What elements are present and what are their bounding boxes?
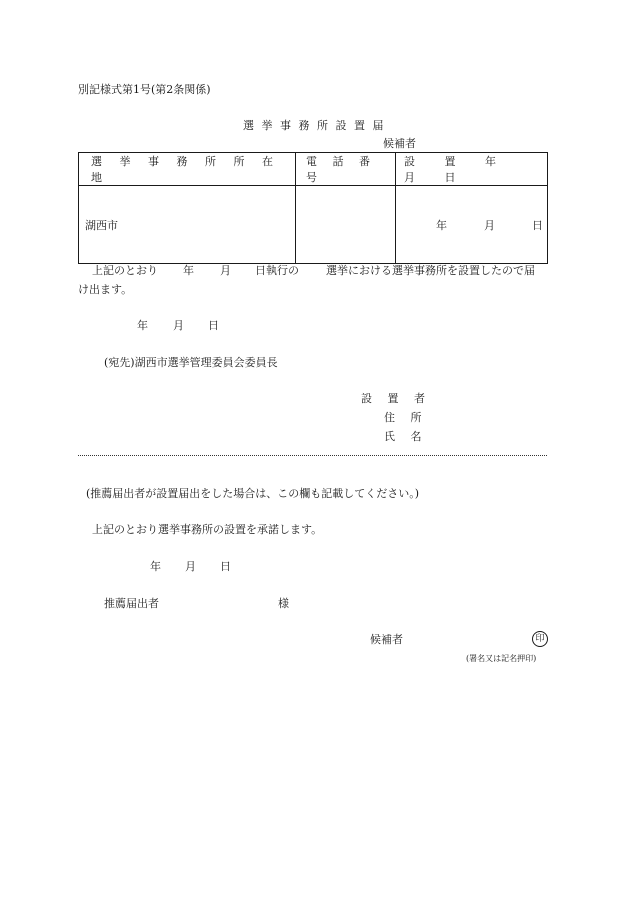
date-year-label: 年 bbox=[436, 218, 447, 232]
column-header-location bbox=[79, 153, 296, 186]
document-title: 選 挙 事 務 所 設 置 届 bbox=[243, 119, 386, 132]
submission-date-year: 年 bbox=[137, 319, 148, 332]
consent-date-year: 年 bbox=[150, 560, 161, 573]
body-line1-month: 月 bbox=[220, 264, 231, 277]
body-line1-prefix: 上記のとおり bbox=[92, 264, 158, 277]
column-header-date-label: 設 置 年 月 日 bbox=[404, 155, 509, 184]
installer-name-label: 氏 名 bbox=[384, 430, 428, 443]
column-header-location-label: 選 挙 事 務 所 所 在 地 bbox=[91, 155, 280, 184]
installer-label: 設 置 者 bbox=[361, 392, 431, 405]
column-header-phone-label: 電 話 番 号 bbox=[306, 155, 376, 184]
form-number: 別記様式第1号(第2条関係) bbox=[78, 83, 211, 96]
recommender-label: 推薦届出者 bbox=[104, 597, 159, 610]
phone-cell[interactable] bbox=[296, 186, 396, 264]
recommendation-note: (推薦届出者が設置届出をした場合は、この欄も記載してください。) bbox=[86, 487, 420, 500]
body-line2-text: け出ます。 bbox=[78, 283, 133, 296]
body-line1-year: 年 bbox=[183, 264, 194, 277]
column-header-phone bbox=[296, 153, 396, 186]
location-cell[interactable] bbox=[79, 186, 296, 264]
dotted-divider bbox=[78, 455, 547, 456]
consent-date-day: 日 bbox=[220, 560, 231, 573]
submission-date-day: 日 bbox=[208, 319, 219, 332]
date-cell[interactable] bbox=[396, 186, 548, 264]
consent-statement: 上記のとおり選挙事務所の設置を承諾します。 bbox=[92, 523, 323, 536]
body-line1-text: 選挙における選挙事務所を設置したので届 bbox=[326, 264, 535, 277]
installer-address-label: 住 所 bbox=[384, 411, 428, 424]
header-candidate-label: 候補者 bbox=[383, 137, 416, 150]
table-header-row bbox=[79, 153, 548, 186]
submission-date-month: 月 bbox=[173, 319, 184, 332]
seal-note: (署名又は記名押印) bbox=[466, 654, 537, 663]
addressee: (宛先)湖西市選挙管理委員会委員長 bbox=[104, 356, 278, 369]
consent-date-month: 月 bbox=[185, 560, 196, 573]
footer-candidate-label: 候補者 bbox=[370, 633, 403, 646]
body-line1-election-date: 日執行の bbox=[255, 264, 299, 277]
column-header-date bbox=[396, 153, 548, 186]
table-row bbox=[79, 186, 548, 264]
location-value: 湖西市 bbox=[85, 218, 118, 232]
office-info-table bbox=[78, 152, 548, 264]
date-month-label: 月 bbox=[484, 218, 495, 232]
recommender-honorific: 様 bbox=[278, 597, 289, 610]
date-day-label: 日 bbox=[532, 218, 543, 232]
seal-icon: 印 bbox=[532, 631, 548, 647]
